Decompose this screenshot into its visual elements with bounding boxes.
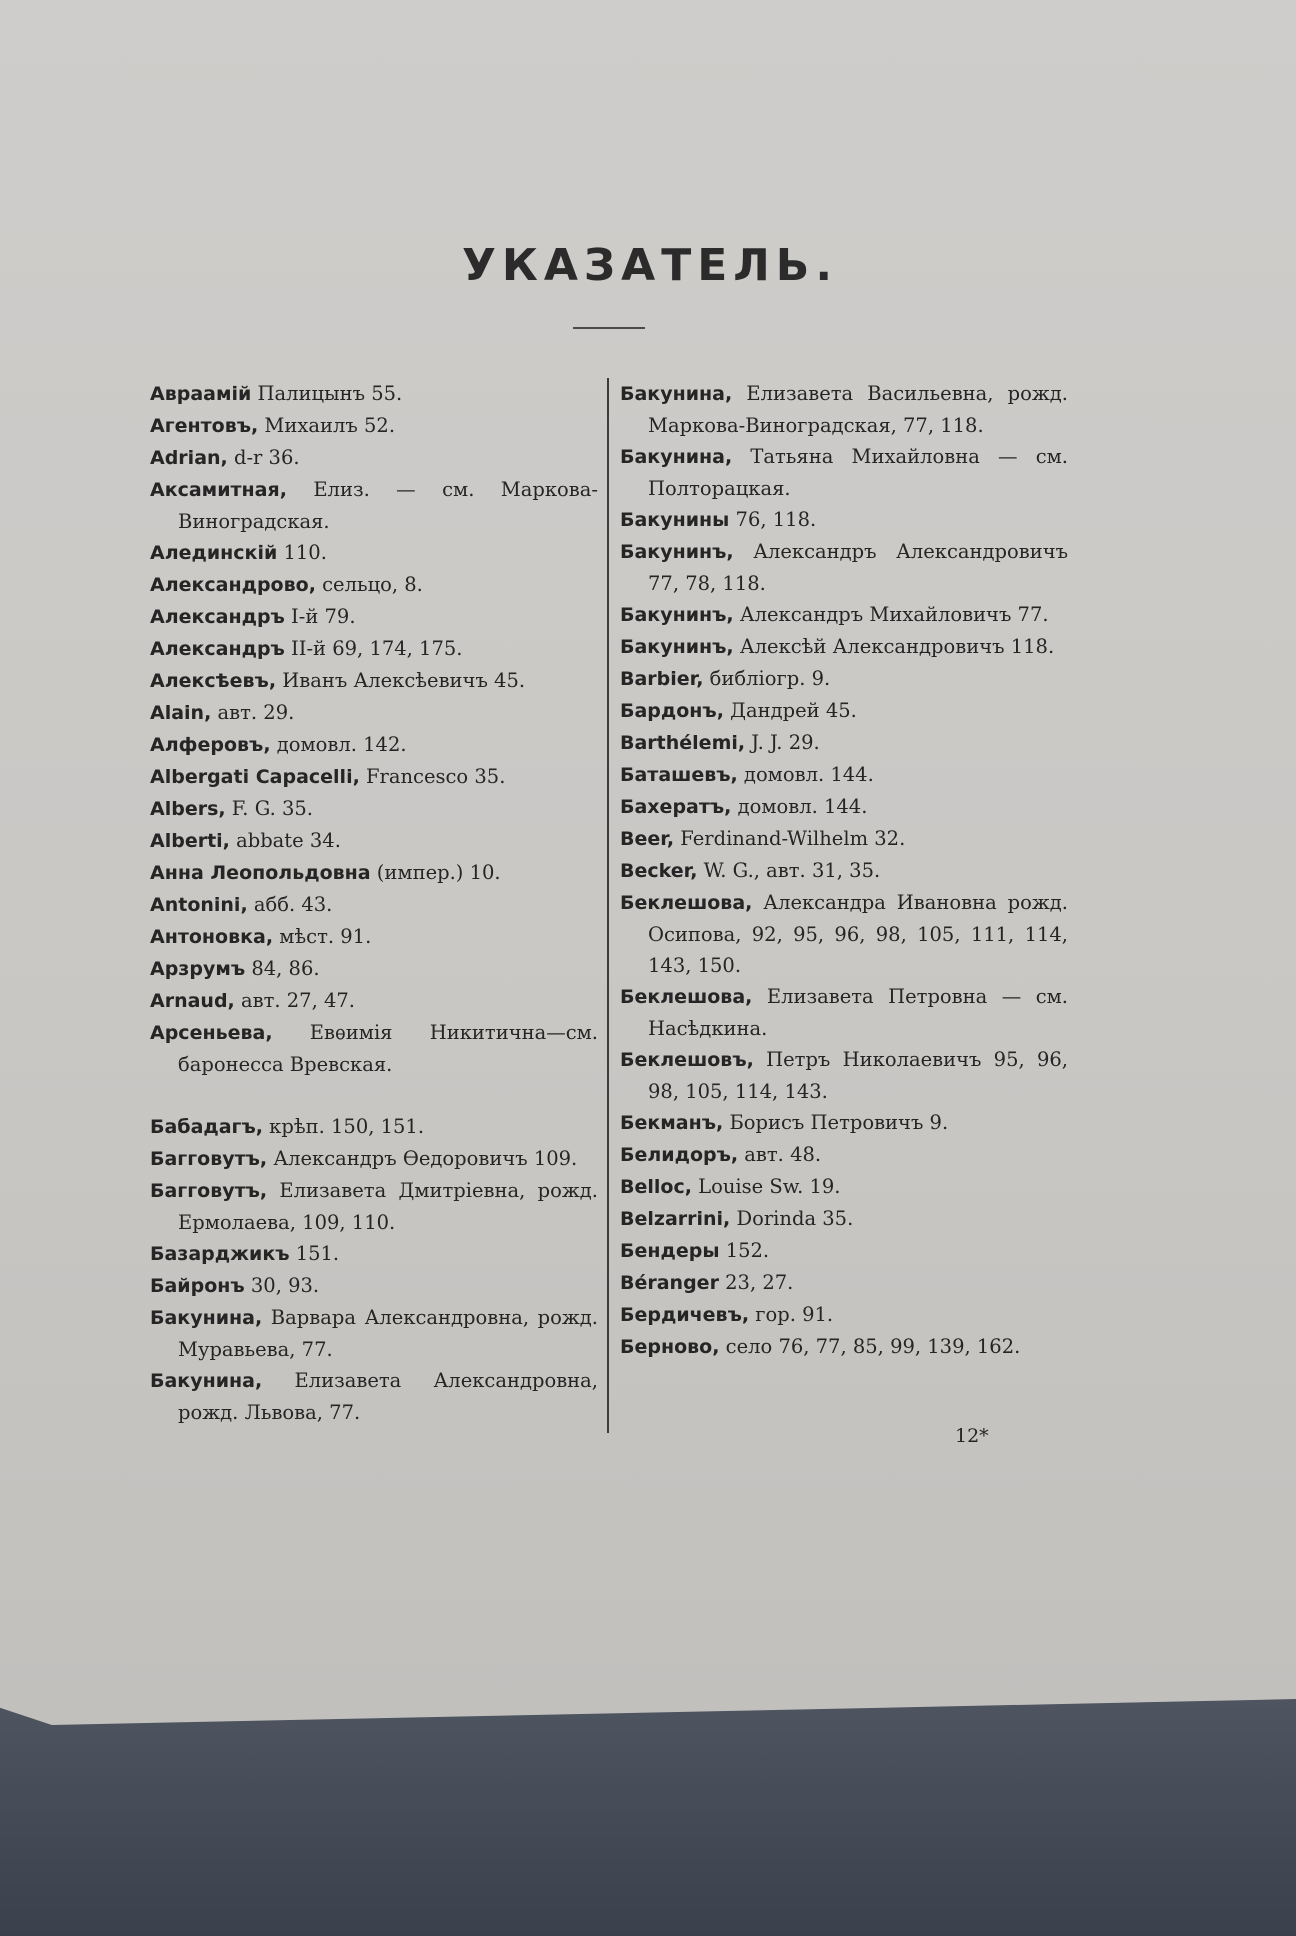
- index-entry: [620, 1139, 1068, 1171]
- entry-heading: Бердичевъ,: [620, 1304, 750, 1326]
- entry-details: d-r 36.: [227, 446, 300, 469]
- entry-details: Иванъ Алексѣевичъ 45.: [276, 669, 526, 692]
- entry-details: авт. 27, 47.: [234, 989, 355, 1012]
- entry-details: Михаилъ 52.: [258, 414, 396, 437]
- index-entry: [150, 1270, 598, 1302]
- index-entry: [620, 1235, 1068, 1267]
- entry-heading: Бакунина,: [620, 446, 733, 468]
- entry-details: мѣст. 91.: [273, 925, 372, 948]
- entry-details: библіогр. 9.: [703, 667, 831, 690]
- index-entry: [620, 1107, 1068, 1139]
- entry-heading: Александръ: [150, 606, 285, 628]
- index-entry: [620, 1203, 1068, 1235]
- entry-details: I-й 79.: [284, 605, 356, 628]
- index-entry: [150, 921, 598, 953]
- entry-details: F. G. 35.: [225, 797, 313, 820]
- index-entry: [620, 441, 1068, 504]
- entry-details: II-й 69, 174, 175.: [284, 637, 463, 660]
- entry-heading: Бекманъ,: [620, 1112, 724, 1134]
- entry-heading: Albergati Capacelli,: [150, 766, 360, 788]
- entry-heading: Barthélemi,: [620, 732, 746, 754]
- entry-heading: Adrian,: [150, 447, 228, 469]
- entry-details: 152.: [719, 1239, 770, 1262]
- page-number: 12*: [955, 1425, 989, 1447]
- entry-heading: Алферовъ,: [150, 734, 271, 756]
- entry-heading: Belzarrini,: [620, 1208, 731, 1230]
- entry-details: Елизавета Дмитріевна, рожд. Ермолаева, 109, 110.: [178, 1179, 598, 1234]
- index-entry: [620, 759, 1068, 791]
- entry-details: Петръ Николаевичъ 95, 96, 98, 105, 114, 143.: [648, 1048, 1068, 1103]
- entry-details: домовл. 142.: [270, 733, 407, 756]
- entry-details: 76, 118.: [729, 508, 817, 531]
- entry-details: Елизавета Васильевна, рожд. Маркова-Виноградская, 77, 118.: [648, 382, 1068, 437]
- index-entry: [150, 1143, 598, 1175]
- entry-details: Francesco 35.: [359, 765, 506, 788]
- index-entry: [150, 761, 598, 793]
- entry-heading: Беклешова,: [620, 892, 753, 914]
- entry-details: 23, 27.: [718, 1271, 794, 1294]
- entry-heading: Arnaud,: [150, 990, 235, 1012]
- index-entry: [620, 855, 1068, 887]
- entry-heading: Бардонъ,: [620, 700, 724, 722]
- entry-heading: Арзрумъ: [150, 958, 246, 980]
- entry-heading: Alberti,: [150, 830, 230, 852]
- entry-heading: Анна Леопольдовна: [150, 862, 371, 884]
- entry-heading: Albers,: [150, 798, 226, 820]
- entry-details: Ferdinand-Wilhelm 32.: [674, 827, 906, 850]
- entry-heading: Алексѣевъ,: [150, 670, 277, 692]
- entry-heading: Алединскій: [150, 542, 278, 564]
- entry-heading: Бахератъ,: [620, 796, 732, 818]
- index-entry: [150, 1238, 598, 1270]
- column-divider: [607, 378, 609, 1433]
- entry-details: 110.: [277, 541, 327, 564]
- index-entry: [620, 823, 1068, 855]
- entry-heading: Арсеньева,: [150, 1022, 273, 1044]
- entry-heading: Баташевъ,: [620, 764, 738, 786]
- entry-heading: Авраамій: [150, 383, 252, 405]
- entry-details: Александръ Михайловичъ 77.: [733, 603, 1049, 626]
- index-entry: [620, 887, 1068, 981]
- entry-heading: Агентовъ,: [150, 415, 259, 437]
- entry-heading: Беклешовъ,: [620, 1049, 754, 1071]
- entry-details: Татьяна Михайловна — см. Полторацкая.: [648, 445, 1068, 500]
- entry-details: (импер.) 10.: [370, 861, 501, 884]
- entry-heading: Белидоръ,: [620, 1144, 739, 1166]
- entry-heading: Antonini,: [150, 894, 248, 916]
- index-entry: [150, 1111, 598, 1143]
- index-entry: [150, 857, 598, 889]
- index-entry: [150, 1302, 598, 1365]
- index-entry: [620, 1171, 1068, 1203]
- index-entry: [150, 601, 598, 633]
- index-entry: [620, 536, 1068, 599]
- entry-details: авт. 29.: [211, 701, 295, 724]
- entry-heading: Багговутъ,: [150, 1148, 268, 1170]
- index-entry: [150, 697, 598, 729]
- entry-heading: Александрово,: [150, 574, 316, 596]
- entry-details: авт. 48.: [738, 1143, 822, 1166]
- index-entry: [620, 378, 1068, 441]
- index-entry: [150, 793, 598, 825]
- index-entry: [150, 985, 598, 1017]
- entry-heading: Becker,: [620, 860, 698, 882]
- index-entry: [620, 1044, 1068, 1107]
- entry-heading: Берново,: [620, 1336, 720, 1358]
- entry-details: домовл. 144.: [737, 763, 874, 786]
- index-entry: [150, 889, 598, 921]
- entry-details: домовл. 144.: [731, 795, 868, 818]
- entry-details: Алексѣй Александровичъ 118.: [733, 635, 1055, 658]
- index-entry: [150, 953, 598, 985]
- title-rule: [573, 327, 645, 329]
- entry-heading: Аксамитная,: [150, 479, 287, 501]
- entry-details: абб. 43.: [247, 893, 333, 916]
- index-entry: [150, 1175, 598, 1238]
- entry-details: Дандрей 45.: [723, 699, 857, 722]
- entry-details: 30, 93.: [244, 1274, 320, 1297]
- entry-details: 151.: [289, 1242, 340, 1265]
- entry-details: Варвара Александровна, рожд. Муравьева, 77.: [178, 1306, 598, 1361]
- index-column-right: [620, 378, 1068, 1363]
- entry-heading: Бакунина,: [620, 383, 733, 405]
- entry-details: село 76, 77, 85, 99, 139, 162.: [719, 1335, 1021, 1358]
- entry-details: Елизавета Александровна, рожд. Львова, 77.: [178, 1369, 598, 1424]
- entry-heading: Бабадагъ,: [150, 1116, 263, 1138]
- index-entry: [150, 1365, 598, 1428]
- entry-heading: Бакунина,: [150, 1370, 263, 1392]
- index-entry: [150, 378, 598, 410]
- section-gap: [150, 1080, 598, 1111]
- index-column-left: [150, 378, 598, 1428]
- entry-details: Елиз. — см. Маркова-Виноградская.: [178, 478, 598, 533]
- entry-heading: Бакунинъ,: [620, 541, 734, 563]
- entry-details: Александръ Ѳедоровичъ 109.: [267, 1147, 578, 1170]
- entry-details: Борисъ Петровичъ 9.: [723, 1111, 949, 1134]
- index-entry: [150, 665, 598, 697]
- page-title: УКАЗАТЕЛЬ.: [461, 240, 839, 291]
- entry-heading: Бакунины: [620, 509, 730, 531]
- entry-heading: Beer,: [620, 828, 675, 850]
- index-entry: [620, 1331, 1068, 1363]
- entry-details: гор. 91.: [749, 1303, 834, 1326]
- index-entry: [150, 729, 598, 761]
- entry-details: Палицынъ 55.: [251, 382, 403, 405]
- entry-heading: Barbier,: [620, 668, 704, 690]
- entry-heading: Беклешова,: [620, 986, 753, 1008]
- entry-details: сельцо, 8.: [315, 573, 423, 596]
- entry-details: Dorinda 35.: [730, 1207, 854, 1230]
- entry-heading: Базарджикъ: [150, 1243, 290, 1265]
- entry-heading: Béranger: [620, 1272, 719, 1294]
- entry-heading: Alain,: [150, 702, 212, 724]
- entry-details: Александра Ивановна рожд. Осипова, 92, 95, 96, 98, 105, 111, 114, 143, 150.: [648, 891, 1068, 977]
- entry-details: abbate 34.: [229, 829, 341, 852]
- entry-heading: Бендеры: [620, 1240, 720, 1262]
- entry-heading: Александръ: [150, 638, 285, 660]
- index-entry: [620, 599, 1068, 631]
- background-surface: [0, 1700, 1296, 1936]
- entry-heading: Багговутъ,: [150, 1180, 268, 1202]
- entry-details: W. G., авт. 31, 35.: [697, 859, 881, 882]
- entry-details: Louise Sw. 19.: [691, 1175, 841, 1198]
- index-entry: [620, 727, 1068, 759]
- index-entry: [620, 695, 1068, 727]
- entry-details: 84, 86.: [245, 957, 320, 980]
- entry-details: крѣп. 150, 151.: [262, 1115, 425, 1138]
- index-entry: [620, 981, 1068, 1044]
- entry-heading: Бакунинъ,: [620, 604, 734, 626]
- entry-details: Елизавета Петровна — см. Насѣдкина.: [648, 985, 1068, 1040]
- index-entry: [620, 663, 1068, 695]
- entry-details: Александръ Александровичъ 77, 78, 118.: [648, 540, 1068, 595]
- entry-details: J. J. 29.: [745, 731, 820, 754]
- index-entry: [620, 631, 1068, 663]
- index-entry: [150, 1017, 598, 1080]
- entry-heading: Бакунинъ,: [620, 636, 734, 658]
- entry-heading: Антоновка,: [150, 926, 274, 948]
- index-entry: [150, 537, 598, 569]
- index-entry: [620, 1299, 1068, 1331]
- index-entry: [620, 1267, 1068, 1299]
- entry-heading: Бакунина,: [150, 1307, 263, 1329]
- index-entry: [150, 569, 598, 601]
- entry-details: Евѳимія Никитична—см. баронесса Вревская.: [178, 1021, 598, 1076]
- index-entry: [150, 633, 598, 665]
- index-entry: [620, 791, 1068, 823]
- index-entry: [150, 474, 598, 537]
- index-entry: [150, 442, 598, 474]
- entry-heading: Байронъ: [150, 1275, 245, 1297]
- index-entry: [150, 410, 598, 442]
- entry-heading: Belloc,: [620, 1176, 692, 1198]
- index-entry: [620, 504, 1068, 536]
- index-entry: [150, 825, 598, 857]
